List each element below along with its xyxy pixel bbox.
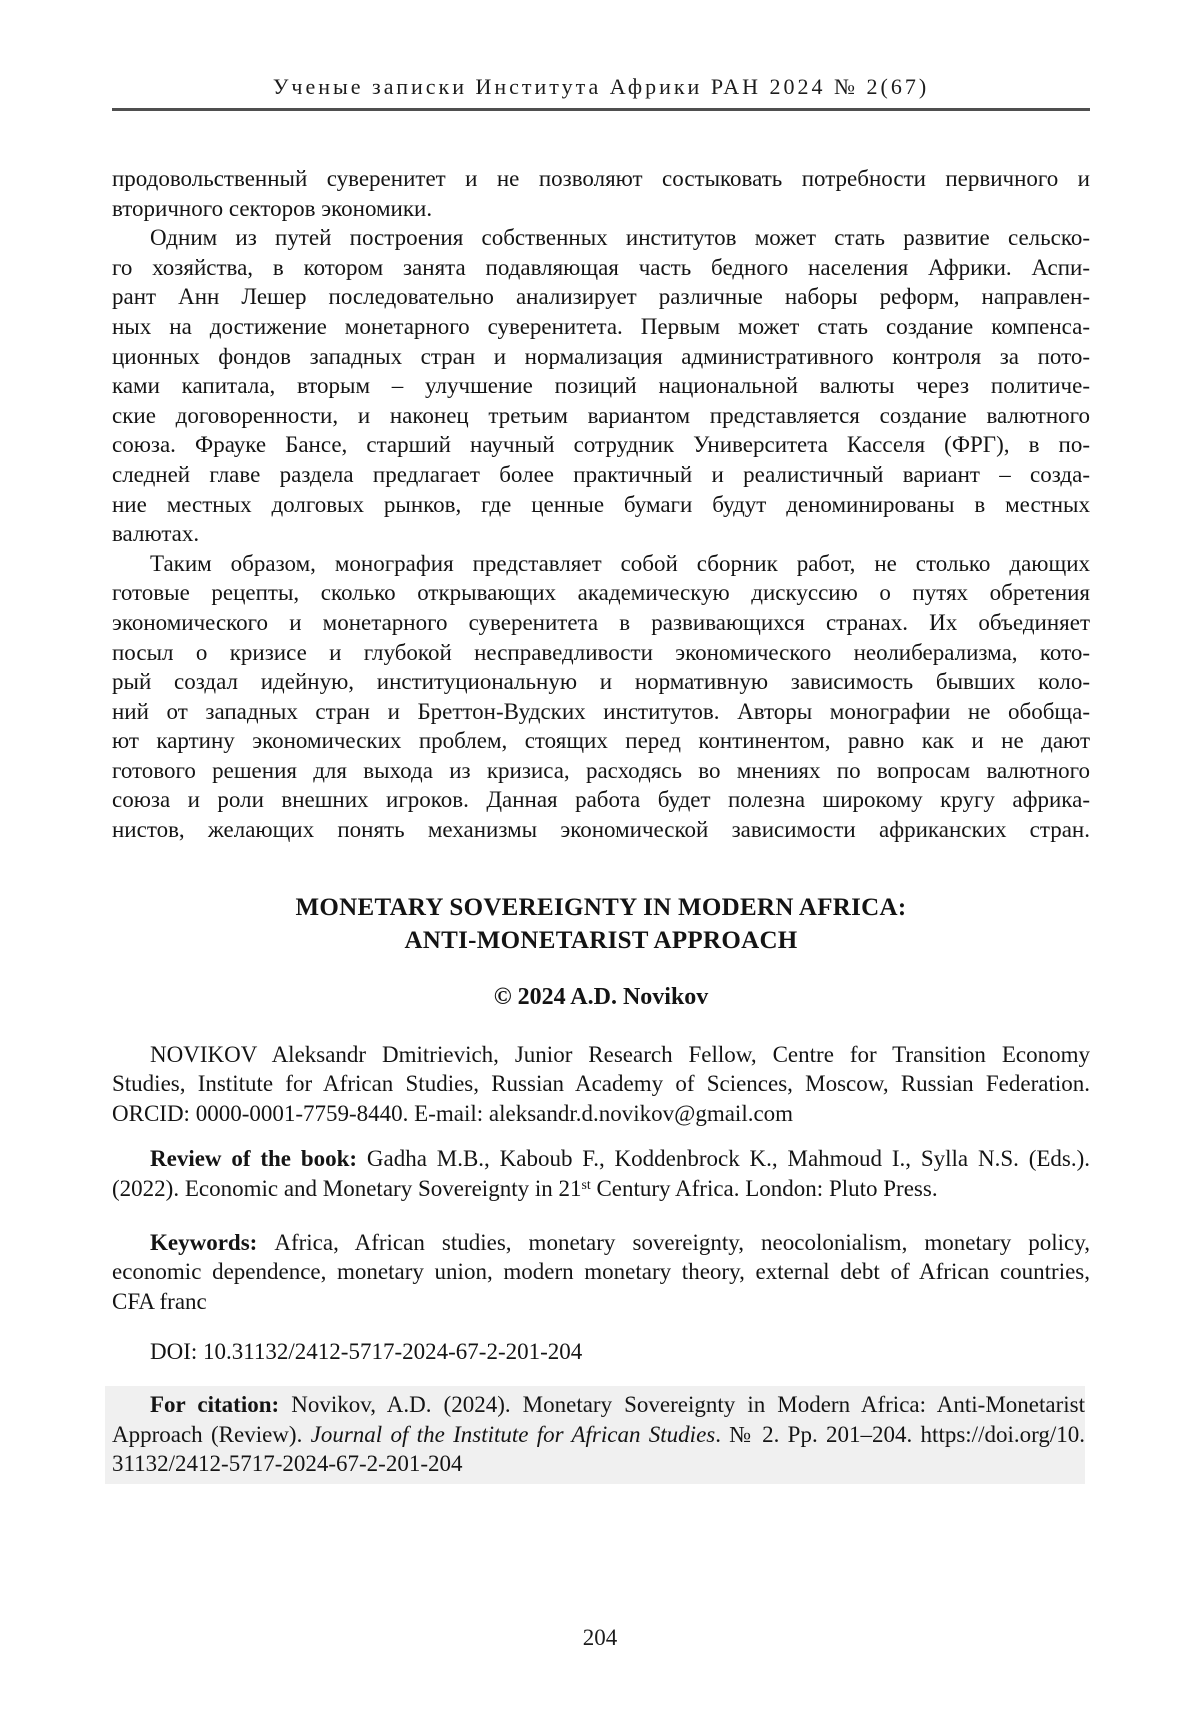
- body-paragraph-1-line: [112, 164, 1090, 194]
- text-segment: ORCID: 0000-0001-7759-8440. E-mail: aleksandr.d.novikov@gmail.com: [112, 1100, 794, 1126]
- text-segment: Journal of the Institute for African Studies: [310, 1421, 716, 1447]
- body-paragraph-3-line: [112, 667, 1090, 697]
- author-affiliation-line: [112, 1040, 1090, 1070]
- copyright-line-line: [112, 982, 1090, 1012]
- text-segment: готовые рецепты, сколько открывающих академическую дискуссию о путях обретения: [112, 580, 1090, 606]
- for-citation-line: [112, 1420, 1085, 1450]
- running-header: Ученые записки Института Африки РАН 2024 № 2(67): [272, 74, 930, 99]
- keywords-line: [112, 1287, 1090, 1317]
- body-paragraph-1: [112, 164, 1090, 223]
- text-segment: нистов, желающих понять механизмы экономической зависимости африканских стран.: [112, 817, 1090, 843]
- review-of-book-line: [112, 1144, 1090, 1174]
- keywords: [112, 1228, 1090, 1317]
- text-segment: следней главе раздела предлагает более практичный и реалистичный вариант – созда-: [112, 461, 1090, 487]
- document-blocks: [112, 164, 1090, 1484]
- body-paragraph-3-line: [112, 697, 1090, 727]
- body-paragraph-3-line: [112, 815, 1090, 845]
- text-segment: . № 2. Pp. 201–204. https://doi.org/10.: [715, 1421, 1085, 1447]
- text-segment: ных на достижение монетарного суверенитета. Первым может стать создание компенса-: [112, 313, 1090, 339]
- body-paragraph-2-line: [112, 401, 1090, 431]
- article-title-en: [112, 891, 1090, 957]
- text-segment: Таким образом, монография представляет собой сборник работ, не столько дающих: [150, 550, 1090, 576]
- text-segment: Одним из путей построения собственных институтов может стать развитие сельско-: [150, 225, 1090, 251]
- body-paragraph-2-line: [112, 223, 1090, 253]
- for-citation-line: [112, 1449, 1085, 1479]
- body-paragraph-2-line: [112, 430, 1090, 460]
- text-segment: economic dependence, monetary union, modern monetary theory, external debt of African countries,: [112, 1259, 1090, 1285]
- text-segment: For citation:: [150, 1392, 292, 1417]
- text-segment: Review of the book:: [150, 1146, 367, 1172]
- for-citation-line: [112, 1390, 1085, 1420]
- text-segment: союза и роли внешних игроков. Данная работа будет полезна широкому кругу африка-: [112, 787, 1090, 813]
- text-segment: (2022). Economic and Monetary Sovereignty in 21: [112, 1176, 582, 1202]
- text-segment: Century Africa. London: Pluto Press.: [590, 1176, 938, 1202]
- body-paragraph-3-line: [112, 638, 1090, 668]
- body-paragraph-3-line: [112, 785, 1090, 815]
- text-segment: ские договоренности, и наконец третьим вариантом представляется создание валютного: [112, 402, 1090, 428]
- for-citation: [105, 1386, 1085, 1484]
- review-of-book: [112, 1144, 1090, 1206]
- body-paragraph-2-line: [112, 371, 1090, 401]
- body-paragraph-3-line: [112, 608, 1090, 638]
- text-segment: © 2024 A.D. Novikov: [493, 983, 709, 1010]
- text-segment: ками капитала, вторым – улучшение позиций национальной валюты через политиче-: [112, 373, 1090, 399]
- text-segment: ANTI-MONETARIST APPROACH: [404, 926, 798, 954]
- author-affiliation-line: [112, 1069, 1090, 1099]
- text-segment: st: [581, 1177, 591, 1193]
- text-segment: Gadha M.B., Kaboub F., Koddenbrock K., Mahmoud I., Sylla N.S. (Eds.).: [366, 1146, 1091, 1172]
- text-segment: NOVIKOV Aleksandr Dmitrievich, Junior Research Fellow, Centre for Transition Economy: [150, 1041, 1090, 1067]
- body-paragraph-2-line: [112, 282, 1090, 312]
- doi-line-line: [112, 1337, 1090, 1367]
- text-segment: посыл о кризисе и глубокой несправедливости экономического неолиберализма, кото-: [112, 639, 1090, 665]
- body-paragraph-3-line: [112, 726, 1090, 756]
- author-affiliation-line: [112, 1099, 1090, 1129]
- body-paragraph-3: [112, 549, 1090, 845]
- text-segment: готового решения для выхода из кризиса, расходясь во мнениях по вопросам валютного: [112, 757, 1090, 783]
- text-segment: валютах.: [112, 521, 200, 547]
- text-segment: продовольственный суверенитет и не позволяют состыковать потребности первичного и: [112, 166, 1090, 191]
- text-segment: Approach (Review).: [112, 1421, 311, 1447]
- text-segment: Africa, African studies, monetary sovereignty, neocolonialism, monetary policy,: [274, 1229, 1090, 1255]
- author-affiliation: [112, 1040, 1090, 1129]
- text-segment: го хозяйства, в котором занята подавляющая часть бедного населения Африки. Аспи-: [112, 254, 1090, 280]
- keywords-line: [112, 1257, 1090, 1287]
- body-paragraph-3-line: [112, 756, 1090, 786]
- text-segment: ние местных долговых рынков, где ценные бумаги будут деноминированы в местных: [112, 491, 1090, 517]
- text-segment: рый создал идейную, институциональную и нормативную зависимость бывших коло-: [112, 669, 1090, 695]
- article-title-en-line: [112, 924, 1090, 957]
- article-title-en-line: [112, 891, 1090, 924]
- text-segment: ют картину экономических проблем, стоящих перед континентом, равно как и не дают: [112, 728, 1090, 754]
- text-segment: ционных фондов западных стран и нормализация административного контроля за пото-: [112, 343, 1090, 369]
- text-segment: CFA franc: [112, 1288, 207, 1314]
- text-segment: Studies, Institute for African Studies, Russian Academy of Sciences, Moscow, Russian Federation.: [112, 1071, 1090, 1097]
- body-paragraph-2-line: [112, 519, 1090, 549]
- text-segment: MONETARY SOVEREIGNTY IN MODERN AFRICA:: [295, 893, 907, 921]
- body-paragraph-2-line: [112, 342, 1090, 372]
- header-rule: [112, 108, 1090, 111]
- body-paragraph-2-line: [112, 490, 1090, 520]
- keywords-line: [112, 1228, 1090, 1258]
- copyright-line: [112, 982, 1090, 1012]
- body-paragraph-3-line: [112, 549, 1090, 579]
- text-segment: экономического и монетарного суверенитета в развивающихся странах. Их объединяет: [112, 609, 1090, 635]
- text-segment: Novikov, A.D. (2024). Monetary Sovereignty in Modern Africa: Anti-Monetarist: [291, 1392, 1085, 1417]
- text-segment: рант Анн Лешер последовательно анализирует различные наборы реформ, направлен-: [112, 284, 1090, 310]
- doi-line: [112, 1337, 1090, 1367]
- body-paragraph-2: [112, 223, 1090, 549]
- text-segment: ний от западных стран и Бреттон-Вудских институтов. Авторы монографии не обобща-: [112, 698, 1090, 724]
- page-number: 204: [582, 1625, 618, 1650]
- body-paragraph-2-line: [112, 312, 1090, 342]
- text-segment: DOI: 10.31132/2412-5717-2024-67-2-201-204: [150, 1339, 583, 1365]
- body-paragraph-3-line: [112, 578, 1090, 608]
- text-segment: Keywords:: [150, 1229, 275, 1255]
- body-paragraph-2-line: [112, 460, 1090, 490]
- review-of-book-line: [112, 1174, 1090, 1207]
- text-segment: вторичного секторов экономики.: [112, 195, 433, 221]
- body-paragraph-2-line: [112, 253, 1090, 283]
- text-segment: союза. Фрауке Бансе, старший научный сотрудник Университета Касселя (ФРГ), в по-: [112, 432, 1090, 458]
- body-paragraph-1-line: [112, 194, 1090, 224]
- text-segment: 31132/2412-5717-2024-67-2-201-204: [112, 1451, 463, 1477]
